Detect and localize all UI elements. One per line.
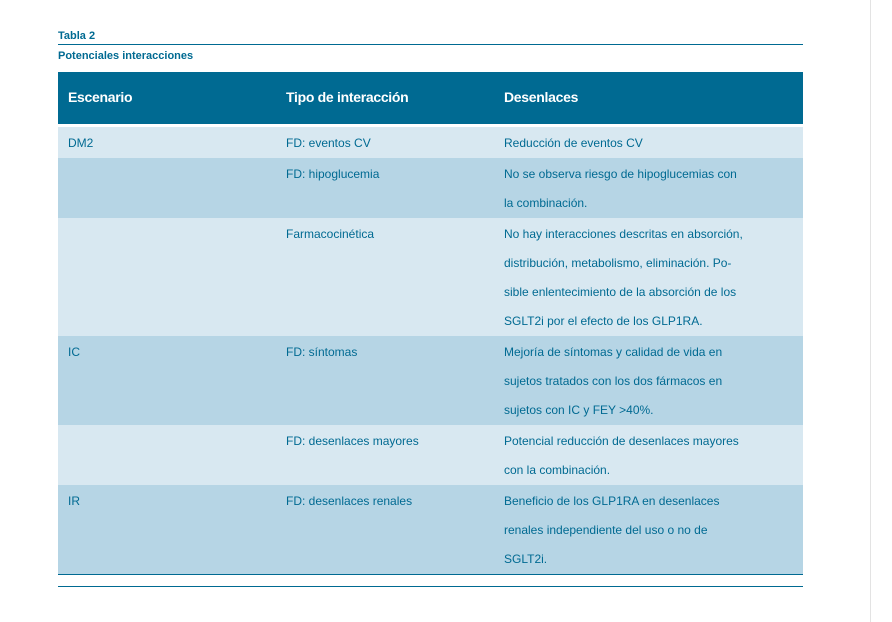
table-bottom-rule	[58, 574, 803, 575]
cell-escenario	[58, 158, 276, 218]
header-escenario: Escenario	[68, 89, 133, 105]
desenlace-line: sujetos con IC y FEY >40%.	[504, 403, 654, 417]
interactions-table	[58, 72, 803, 574]
desenlace-line: sible enlentecimiento de la absorción de los	[504, 285, 737, 299]
table-end-rule	[58, 586, 803, 587]
table-number: Tabla 2	[58, 30, 96, 42]
cell-desenlaces	[494, 485, 803, 574]
desenlace-line: con la combinación.	[504, 463, 611, 477]
table-body	[58, 127, 803, 574]
table-caption: Potenciales interacciones	[58, 50, 194, 62]
cell-tipo: FD: eventos CV	[286, 136, 371, 150]
table-row	[58, 336, 803, 425]
cell-desenlaces	[494, 158, 803, 218]
desenlace-line: No hay interacciones descritas en absorción,	[504, 227, 743, 241]
cell-escenario	[58, 425, 276, 485]
table-row	[58, 158, 803, 218]
cell-escenario: IC	[68, 345, 80, 359]
cell-tipo: FD: hipoglucemia	[286, 167, 380, 181]
cell-escenario: IR	[68, 494, 80, 508]
desenlace-line: sujetos tratados con los dos fármacos en	[504, 374, 723, 388]
table-row	[58, 485, 803, 574]
cell-desenlaces	[494, 425, 803, 485]
table-row	[58, 218, 803, 336]
desenlace-line: distribución, metabolismo, eliminación. Po-	[504, 256, 732, 270]
cell-escenario: DM2	[68, 136, 94, 150]
desenlace-line: SGLT2i por el efecto de los GLP1RA.	[504, 314, 703, 328]
cell-desenlaces	[494, 127, 803, 158]
desenlace-line: Potencial reducción de desenlaces mayores	[504, 434, 739, 448]
cell-escenario	[58, 218, 276, 336]
table-top-rule	[58, 44, 803, 45]
desenlace-line: Mejoría de síntomas y calidad de vida en	[504, 345, 723, 359]
desenlace-line: renales independiente del uso o no de	[504, 523, 708, 537]
cell-desenlaces	[494, 336, 803, 425]
header-desenlaces: Desenlaces	[504, 89, 579, 105]
cell-tipo: FD: desenlaces mayores	[286, 434, 419, 448]
desenlace-line: Beneficio de los GLP1RA en desenlaces	[504, 494, 720, 508]
cell-tipo: Farmacocinética	[286, 227, 375, 241]
desenlace-line: SGLT2i.	[504, 552, 548, 566]
desenlace-line: No se observa riesgo de hipoglucemias con	[504, 167, 737, 181]
desenlace-line: la combinación.	[504, 196, 588, 210]
table-header-row	[58, 72, 803, 127]
cell-tipo: FD: desenlaces renales	[286, 494, 413, 508]
table-row	[58, 425, 803, 485]
desenlace-line: Reducción de eventos CV	[504, 136, 643, 150]
cell-desenlaces	[494, 218, 803, 336]
table-row	[58, 127, 803, 158]
header-tipo: Tipo de interacción	[286, 89, 409, 105]
page-edge-divider	[870, 0, 871, 622]
cell-tipo: FD: síntomas	[286, 345, 358, 359]
